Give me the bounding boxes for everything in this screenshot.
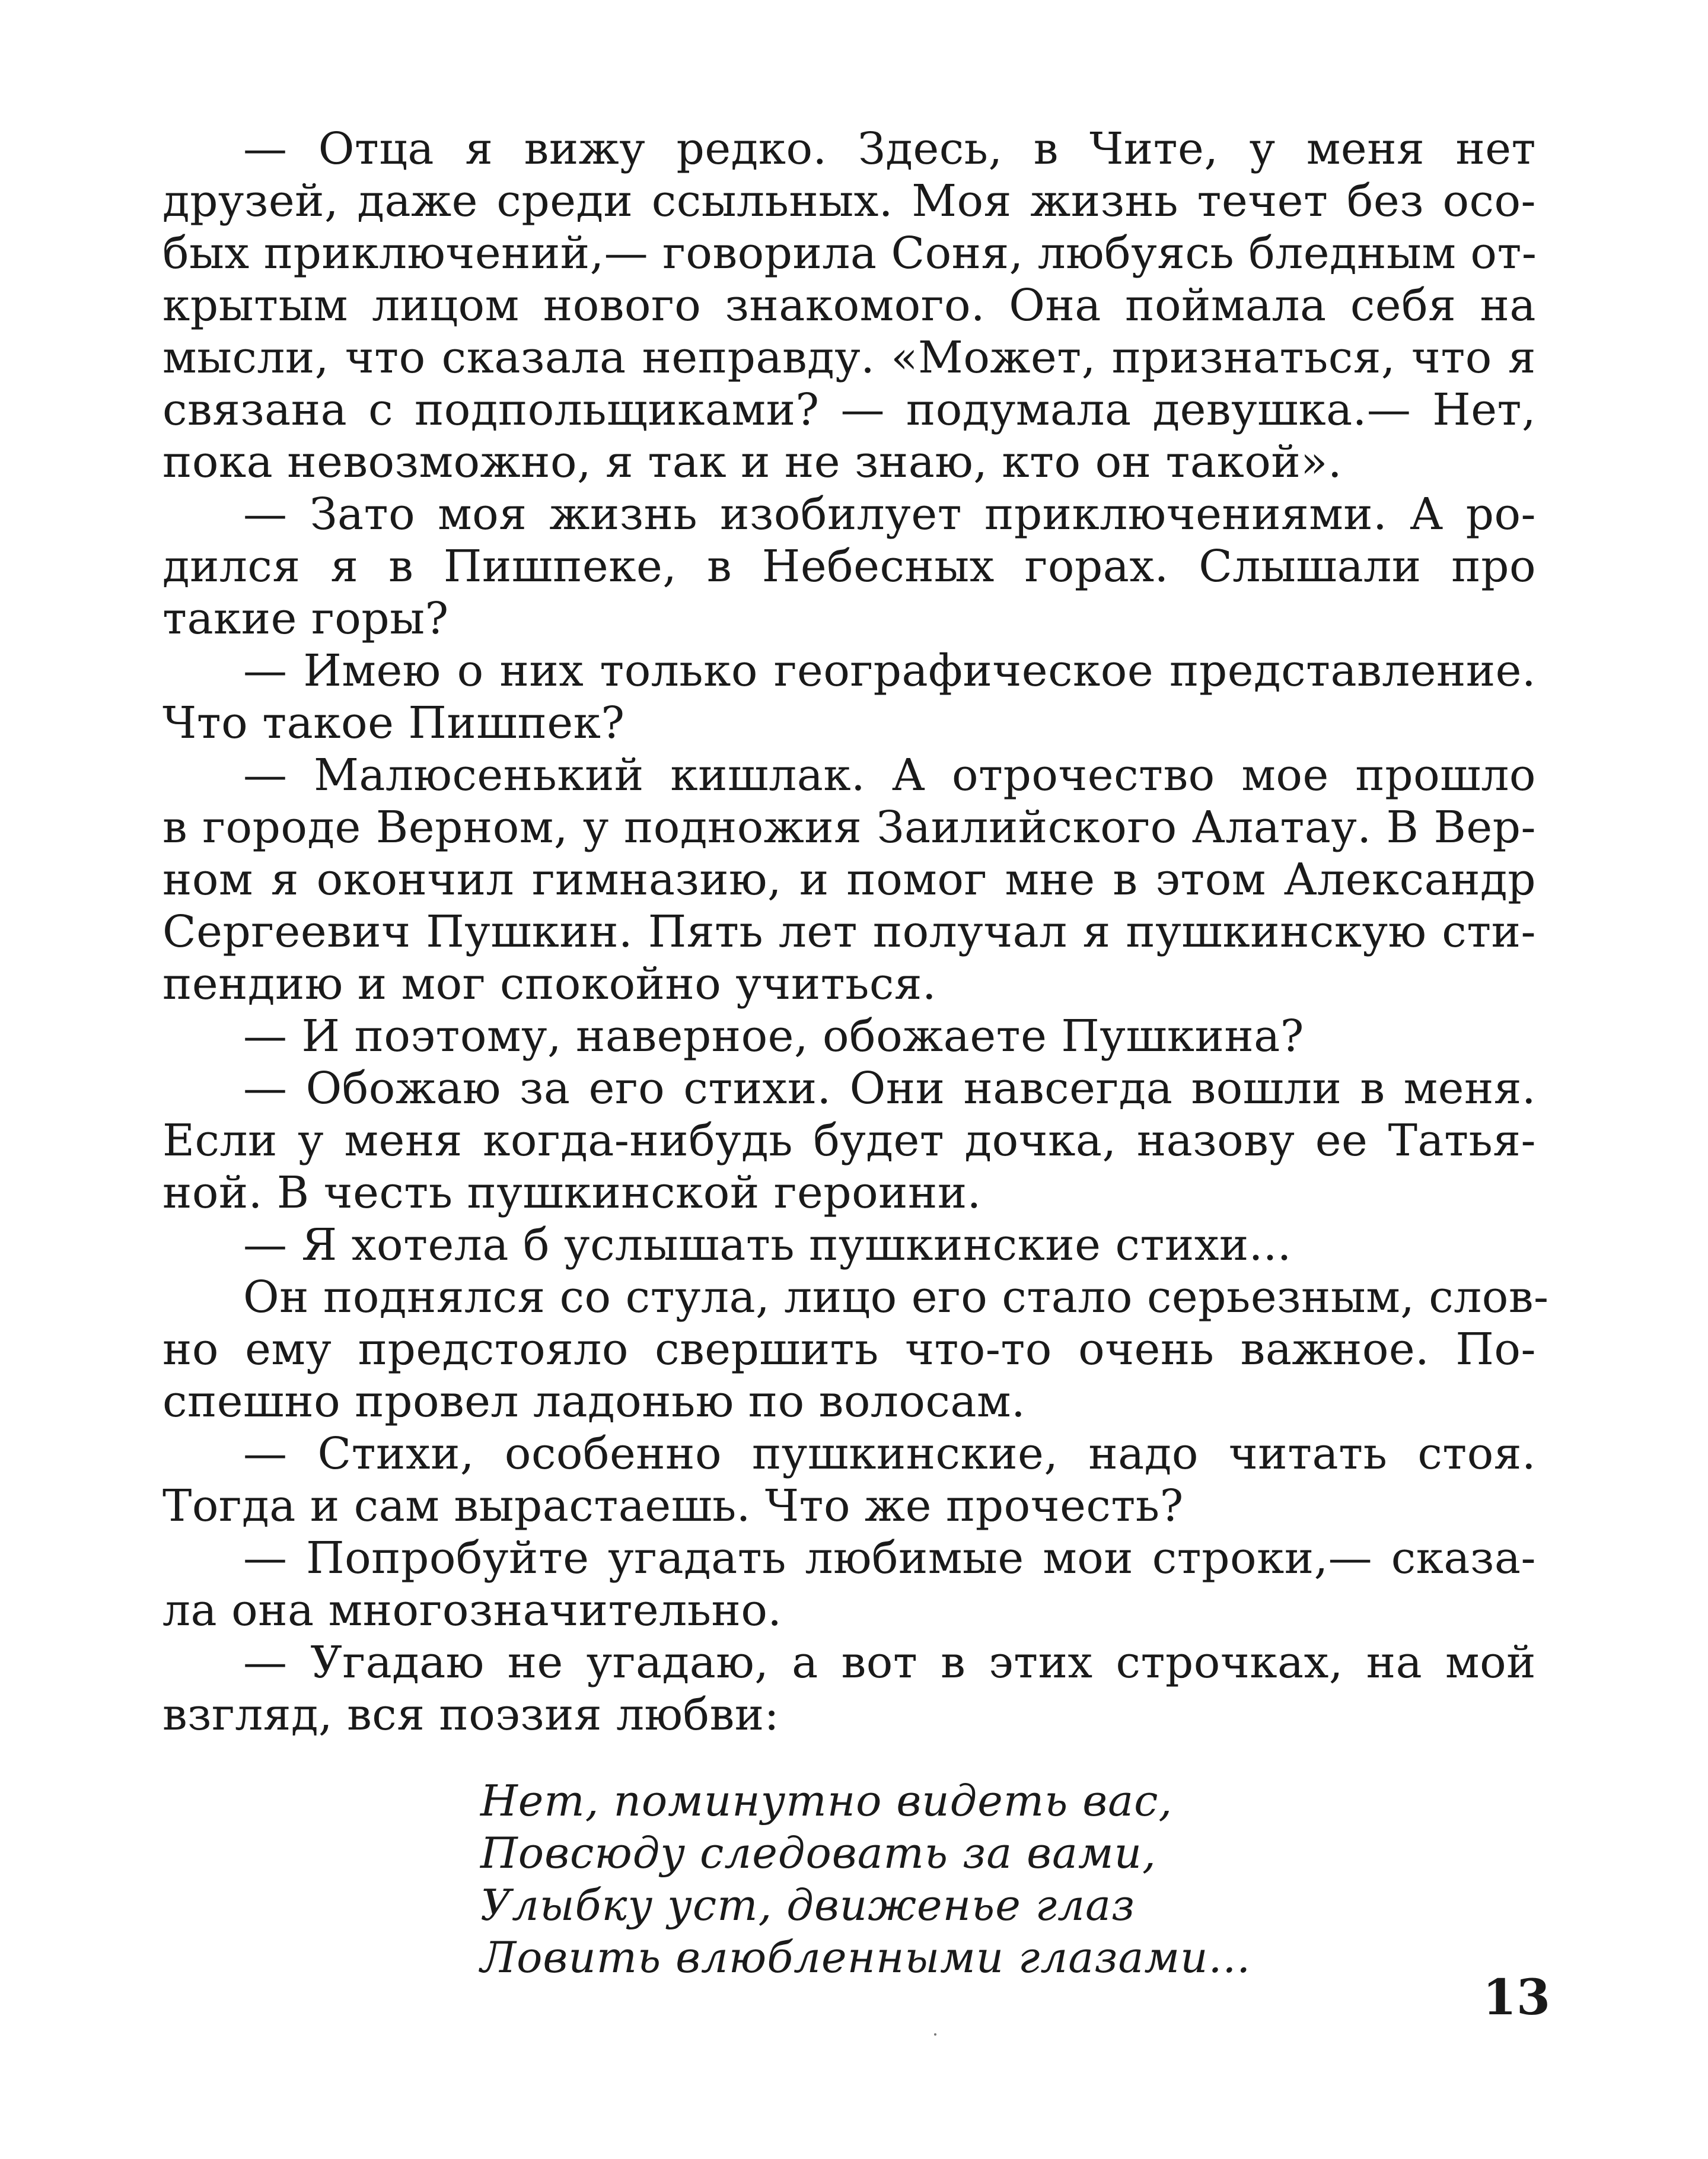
text-line: взгляд, вся поэзия любви: <box>162 1689 780 1740</box>
text-line: мысли, что сказала неправду. «Может, признаться, что я <box>162 332 1536 383</box>
text-line: ла она многозначительно. <box>162 1585 782 1636</box>
text-line: пока невозможно, я так и не знаю, кто он такой». <box>162 437 1342 488</box>
text-line: ном я окончил гимназию, и помог мне в этом Александр <box>162 854 1536 905</box>
poem-line: Нет, поминутно видеть вас, <box>480 1776 1173 1826</box>
text-line: бых приключений,— говорила Соня, любуясь бледным от- <box>162 228 1537 279</box>
text-line: дился я в Пишпеке, в Небесных горах. Слышали про <box>162 541 1536 592</box>
text-line: — Обожаю за его стихи. Они навсегда вошли в меня. <box>243 1063 1536 1114</box>
text-line: Сергеевич Пушкин. Пять лет получал я пушкинскую сти- <box>162 906 1536 957</box>
text-line: такие горы? <box>162 593 449 644</box>
text-line: но ему предстояло свершить что-то очень важное. По- <box>162 1324 1536 1375</box>
poem-line: Повсюду следовать за вами, <box>480 1828 1156 1878</box>
text-line: спешно провел ладонью по волосам. <box>162 1376 1026 1427</box>
text-line: ной. В честь пушкинской героини. <box>162 1167 982 1218</box>
text-line: Тогда и сам вырастаешь. Что же прочесть? <box>162 1480 1184 1531</box>
text-line: друзей, даже среди ссыльных. Моя жизнь течет без осо- <box>162 176 1536 227</box>
text-line: — Малюсенький кишлак. А отрочество мое прошло <box>243 750 1536 801</box>
text-line: — Угадаю не угадаю, а вот в этих строчках, на мой <box>243 1637 1536 1688</box>
text-line: — Отца я вижу редко. Здесь, в Чите, у меня нет <box>243 123 1536 174</box>
text-line: Он поднялся со стула, лицо его стало серьезным, слов- <box>243 1272 1549 1323</box>
text-line: — Попробуйте угадать любимые мои строки,— сказа- <box>243 1533 1536 1584</box>
text-line: — Имею о них только географическое представление. <box>243 645 1536 696</box>
text-line: связана с подпольщиками? — подумала девушка.— Нет, <box>162 384 1536 435</box>
text-line: — Зато моя жизнь изобилует приключениями. А ро- <box>243 489 1536 540</box>
text-line: — Стихи, особенно пушкинские, надо читать стоя. <box>243 1428 1536 1479</box>
print-speck <box>934 2033 936 2036</box>
text-line: крытым лицом нового знакомого. Она поймала себя на <box>162 280 1536 331</box>
text-line: в городе Верном, у подножия Заилийского Алатау. В Вер- <box>162 802 1536 853</box>
page-number: 13 <box>1483 1969 1551 2026</box>
text-line: Если у меня когда-нибудь будет дочка, назову ее Татья- <box>162 1115 1536 1166</box>
text-line: Что такое Пишпек? <box>162 698 625 749</box>
poem-line: Ловить влюбленными глазами... <box>480 1932 1251 1982</box>
text-line: — Я хотела б услышать пушкинские стихи... <box>243 1219 1292 1270</box>
poem-line: Улыбку уст, движенье глаз <box>480 1880 1136 1930</box>
text-line: — И поэтому, наверное, обожаете Пушкина? <box>243 1011 1304 1062</box>
text-line: пендию и мог спокойно учиться. <box>162 959 937 1010</box>
